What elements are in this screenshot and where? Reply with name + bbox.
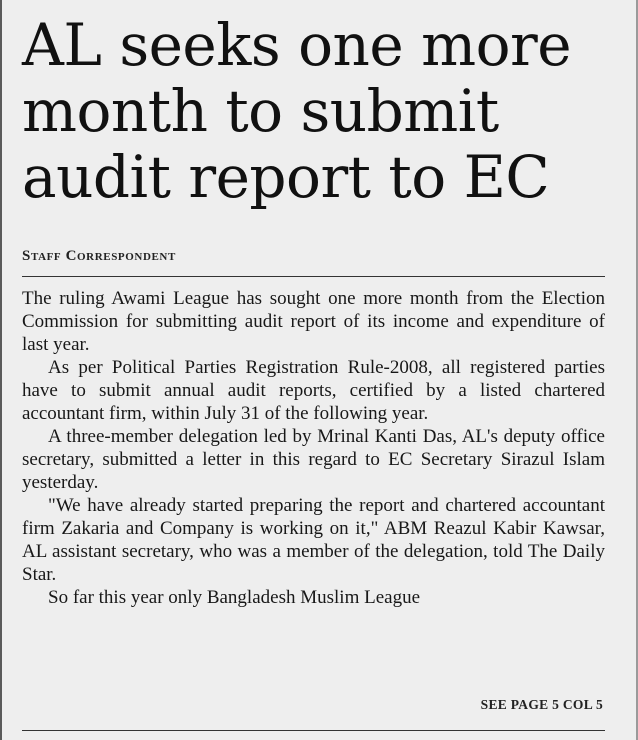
article-body bbox=[22, 287, 605, 609]
paragraph-5: So far this year only Bangladesh Muslim League bbox=[48, 587, 421, 608]
headline-line-2: month to submit bbox=[22, 77, 499, 145]
bottom-divider bbox=[22, 730, 605, 731]
paragraph-2: As per Political Parties Registration Rule-2008, all registered parties have to submit annual audit reports, certified by a listed chartered accountant firm, within July 31 of the following year. bbox=[22, 357, 605, 424]
headline-line-3: audit report to EC bbox=[22, 143, 550, 211]
paragraph-3: A three-member delegation led by Mrinal Kanti Das, AL's deputy office secretary, submitted a letter in this regard to EC Secretary Sirazul Islam yesterday. bbox=[22, 426, 605, 493]
continuation-note: SEE PAGE 5 COL 5 bbox=[480, 697, 603, 712]
paragraph-1: The ruling Awami League has sought one more month from the Election Commission for submitting audit report of its income and expenditure of last year. bbox=[22, 288, 605, 355]
headline bbox=[22, 12, 622, 210]
byline: Staff Correspondent bbox=[22, 248, 176, 264]
byline-divider bbox=[22, 276, 605, 277]
paragraph-4: "We have already started preparing the report and chartered accountant firm Zakaria and Company is working on it," ABM Reazul Kabir Kawsar, AL assistant secretary, who was a member of the delegation, told The Daily Star. bbox=[22, 495, 605, 585]
headline-line-1: AL seeks one more bbox=[22, 11, 572, 79]
